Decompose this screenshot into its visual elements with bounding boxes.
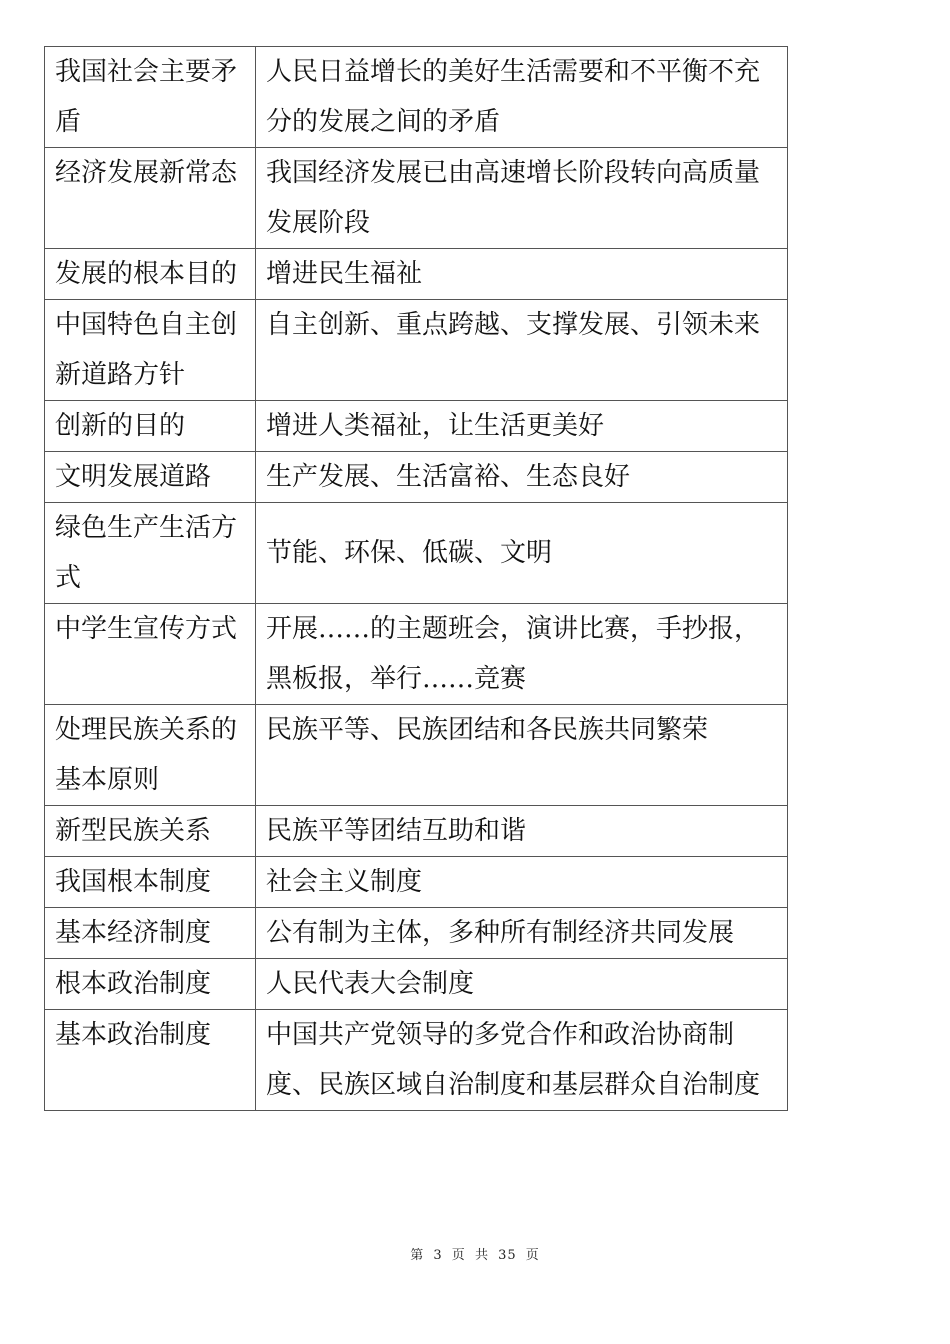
- footer-total-prefix: 共: [474, 1248, 489, 1263]
- content-cell: 中国共产党领导的多党合作和政治协商制度、民族区域自治制度和基层群众自治制度: [256, 1010, 788, 1111]
- term-cell: 中学生宣传方式: [45, 604, 256, 705]
- page-footer: [0, 1247, 950, 1265]
- content-cell: 人民日益增长的美好生活需要和不平衡不充分的发展之间的矛盾: [256, 47, 788, 148]
- term-cell: 新型民族关系: [45, 806, 256, 857]
- term-cell: 基本政治制度: [45, 1010, 256, 1111]
- content-cell: 生产发展、生活富裕、生态良好: [256, 452, 788, 503]
- footer-page-unit: 页: [451, 1248, 466, 1263]
- term-cell: 经济发展新常态: [45, 148, 256, 249]
- page-number: 3: [433, 1248, 443, 1263]
- definitions-table: [44, 46, 788, 1111]
- term-cell: 发展的根本目的: [45, 249, 256, 300]
- table-row: [45, 908, 788, 959]
- table-row: [45, 959, 788, 1010]
- content-cell: 增进人类福祉，让生活更美好: [256, 401, 788, 452]
- table-row: [45, 705, 788, 806]
- term-cell: 我国根本制度: [45, 857, 256, 908]
- term-cell: 处理民族关系的基本原则: [45, 705, 256, 806]
- footer-prefix: 第: [410, 1248, 425, 1263]
- term-cell: 创新的目的: [45, 401, 256, 452]
- content-cell: 公有制为主体，多种所有制经济共同发展: [256, 908, 788, 959]
- table-row: [45, 249, 788, 300]
- table-row: [45, 452, 788, 503]
- term-cell: 绿色生产生活方式: [45, 503, 256, 604]
- content-cell: 社会主义制度: [256, 857, 788, 908]
- term-cell: 中国特色自主创新道路方针: [45, 300, 256, 401]
- content-cell: 民族平等团结互助和谐: [256, 806, 788, 857]
- table-row: [45, 148, 788, 249]
- term-cell: 我国社会主要矛盾: [45, 47, 256, 148]
- table-row: [45, 806, 788, 857]
- term-cell: 基本经济制度: [45, 908, 256, 959]
- total-pages: 35: [498, 1248, 517, 1263]
- content-cell: 增进民生福祉: [256, 249, 788, 300]
- table-row: [45, 604, 788, 705]
- table-row: [45, 300, 788, 401]
- table-row: [45, 47, 788, 148]
- table-row: [45, 1010, 788, 1111]
- table-row: [45, 503, 788, 604]
- content-cell: 自主创新、重点跨越、支撑发展、引领未来: [256, 300, 788, 401]
- content-cell: 节能、环保、低碳、文明: [256, 503, 788, 604]
- content-cell: 民族平等、民族团结和各民族共同繁荣: [256, 705, 788, 806]
- content-cell: 人民代表大会制度: [256, 959, 788, 1010]
- content-cell: 我国经济发展已由高速增长阶段转向高质量发展阶段: [256, 148, 788, 249]
- footer-total-unit: 页: [525, 1248, 540, 1263]
- term-cell: 根本政治制度: [45, 959, 256, 1010]
- table-row: [45, 401, 788, 452]
- table-row: [45, 857, 788, 908]
- term-cell: 文明发展道路: [45, 452, 256, 503]
- content-cell: 开展……的主题班会，演讲比赛，手抄报，黑板报，举行……竞赛: [256, 604, 788, 705]
